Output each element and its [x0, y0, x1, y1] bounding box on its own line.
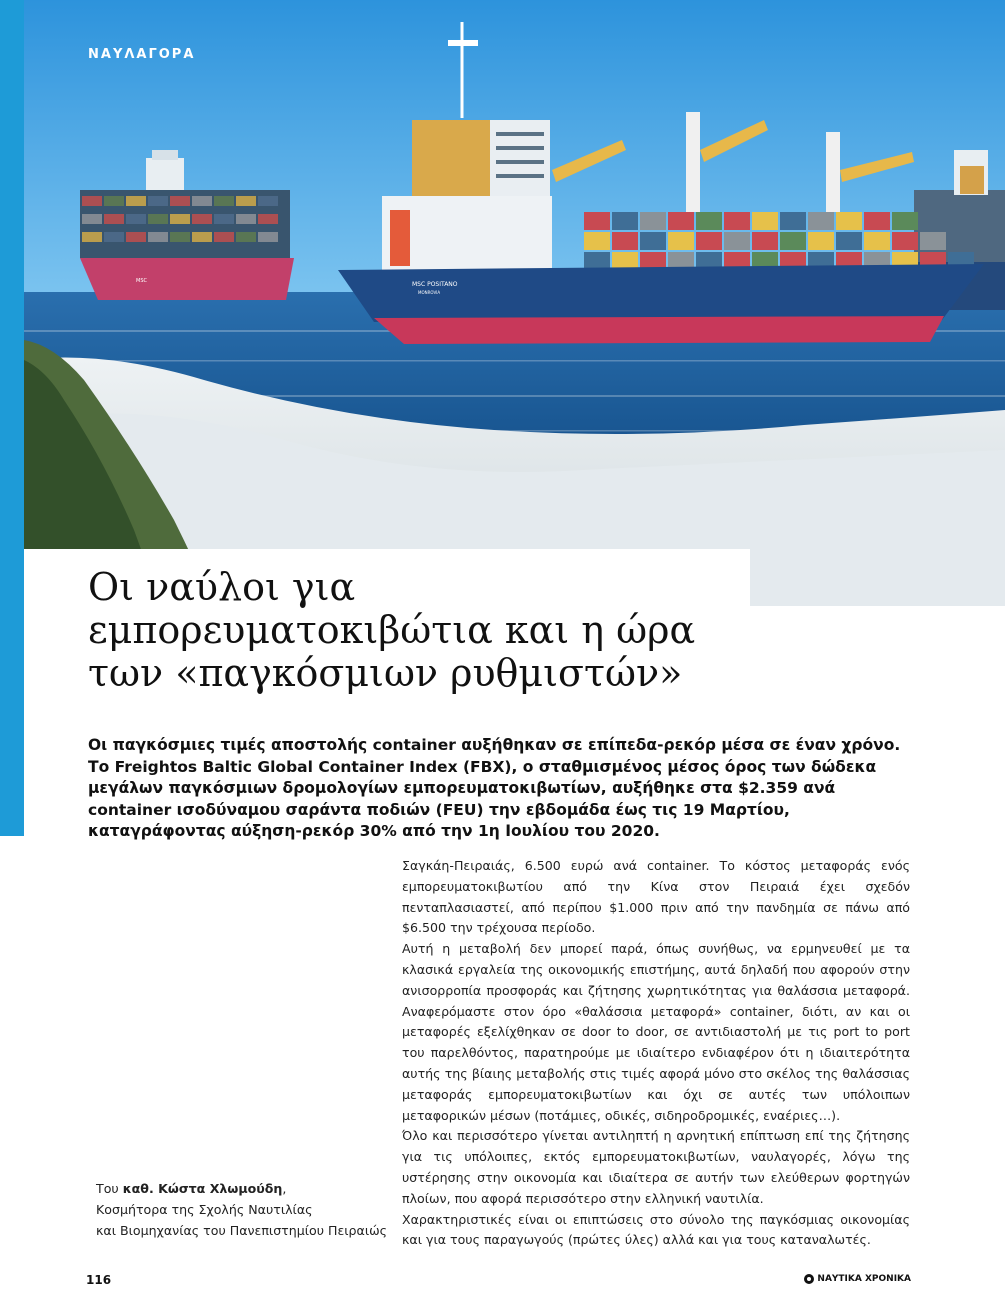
footer-brand-label: ΝΑΥΤΙΚΑ ΧΡΟΝΙΚΑ: [817, 1274, 911, 1284]
left-ship-name: MSC: [136, 278, 147, 284]
author-line-1: [96, 1178, 396, 1199]
accent-bar: [0, 0, 24, 836]
hero-photo: [24, 0, 1005, 606]
body-paragraph: Όλο και περισσότερο γίνεται αντιληπτή η αρνητική επίπτωση επί της ζήτησης για τις υπόλοιπες, εκτός εμπορευματοκιβωτίων, ναυλαγορές, λόγω της υστέρησης στην οικονομία και ιδιαίτερα σε αυτήν των ελεύθερων φορτηγών πλοίων, που αφορά περισσότερο στην ελληνική ναυτιλία.: [402, 1128, 910, 1206]
section-label: ΝΑΥΛΑΓΟΡΑ: [88, 47, 196, 62]
footer-brand: [804, 1274, 911, 1284]
article-title: Οι ναύλοι για εμπορευματοκιβώτια και η ώρα των «παγκόσμιων ρυθμιστών»: [88, 565, 696, 695]
author-affiliation-line: και Βιομηχανίας του Πανεπιστημίου Πειραιώς: [96, 1223, 388, 1238]
main-ship-port: MONROVIA: [418, 290, 441, 295]
main-ship-name: MSC POSITANO: [412, 281, 458, 288]
brand-logo-icon: [804, 1274, 814, 1284]
author-title-line: Κοσμήτορα της Σχολής Ναυτιλίας: [96, 1202, 313, 1217]
author-byline: [96, 1178, 396, 1241]
body-paragraph: Χαρακτηριστικές είναι οι επιπτώσεις στο σύνολο της παγκόσμιας οικονομίας και για τους παραγωγούς (πρώτες ύλες) αλλά και για τους καταναλωτές.: [402, 1211, 910, 1248]
body-paragraph: Αυτή η μεταβολή δεν μπορεί παρά, όπως συνήθως, να ερμηνευθεί με τα κλασικά εργαλεία της οικονομικής επιστήμης, αυτά δηλαδή που αφορούν στην ανισορροπία προσφοράς και ζήτησης χωρητικότητας για θαλάσσια μεταφορά. Αναφερόμαστε στον όρο «θαλάσσια μεταφορά» container, διότι, αν και οι μεταφορές εξελίχθηκαν σε door to door, σε αντιδιαστολή με τις port to port του παρελθόντος, παρατηρούμε με ιδιαίτερο ενδιαφέρον ότι η ιδιαιτερότητα αυτής της βίαιης μεταβολής στις τιμές αφορά μόνο στο σκέλος της θαλάσσιας μεταφοράς εμπορευματοκιβωτίων και όχι σε αυτές των υπόλοιπων μεταφορικών μέσων (ποτάμιες, οδικές, σιδηροδρομικές, εναέριες…).: [402, 941, 910, 1123]
author-suffix: ,: [282, 1181, 287, 1196]
body-paragraph: Σαγκάη-Πειραιάς, 6.500 ευρώ ανά container. Το κόστος μεταφοράς ενός εμπορευματοκιβωτίου από την Κίνα στον Πειραιά έχει σχεδόν πενταπλασιαστεί, από περίπου $1.000 πριν από την πανδημία σε πάνω από $6.500 την τρέχουσα περίοδο.: [402, 858, 910, 936]
container-ships-illustration: [24, 0, 1005, 606]
article-body: [402, 856, 910, 1251]
author-prefix: Του: [96, 1181, 123, 1196]
article-lead: Οι παγκόσμιες τιμές αποστολής container αυξήθηκαν σε επίπεδα-ρεκόρ μέσα σε έναν χρόνο. Το Freightos Baltic Global Container Index (FBX), ο σταθμισμένος μέσος όρος των δώδεκα μεγάλων παγκόσμιων δρομολογίων εμπορευματοκιβωτίων, αυξήθηκε στα $2.359 ανά container ισοδύναμου σαράντα ποδιών (FEU) την εβδομάδα έως τις 19 Μαρτίου, καταγράφοντας αύξηση-ρεκόρ 30% από την 1η Ιουλίου του 2020.: [88, 736, 901, 840]
page-number: 116: [86, 1273, 112, 1287]
author-name: καθ. Κώστα Χλωμούδη: [122, 1181, 283, 1196]
